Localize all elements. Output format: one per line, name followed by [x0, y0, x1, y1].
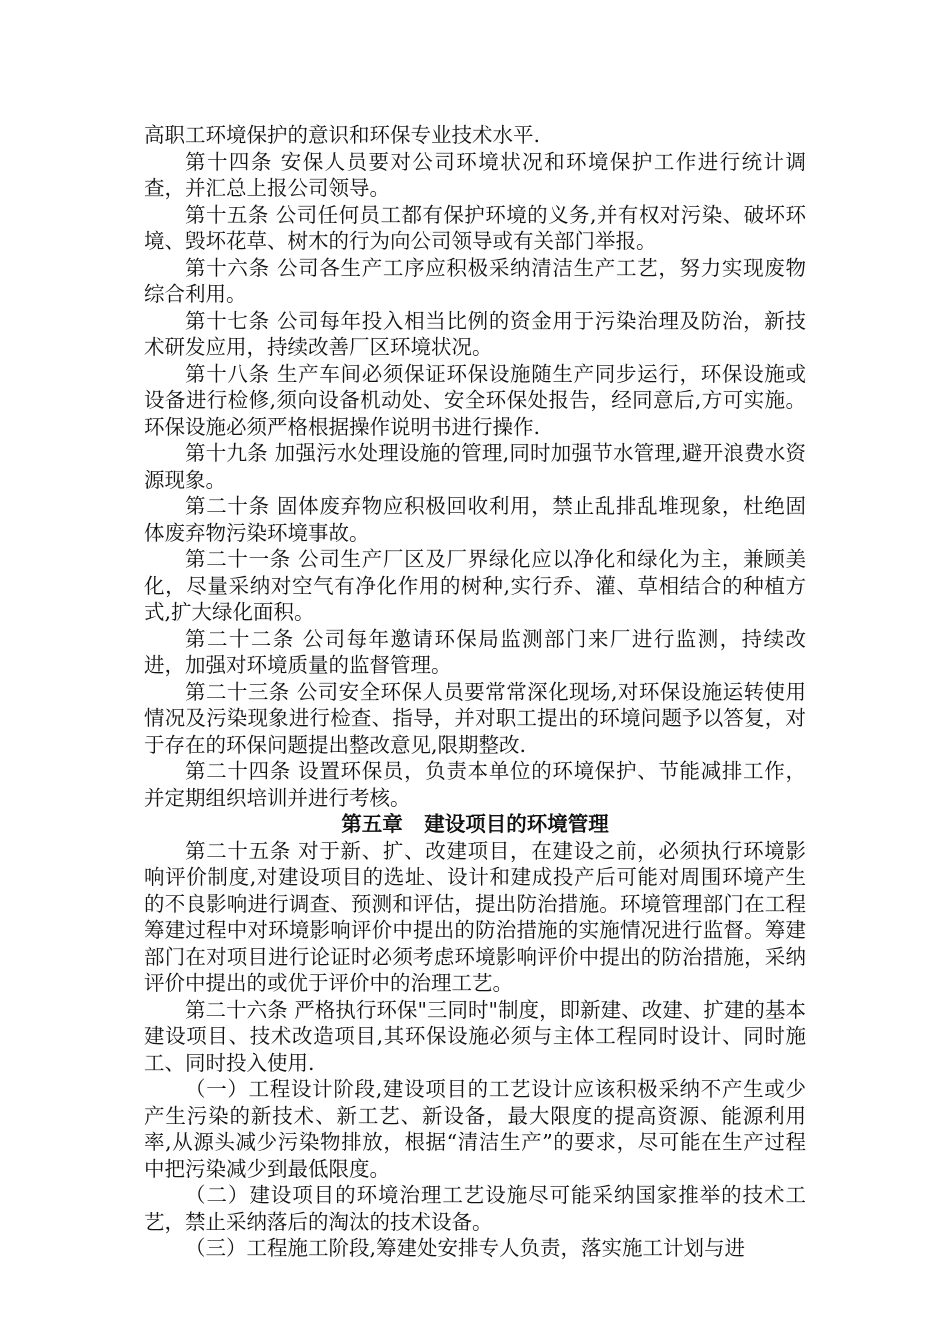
chapter-heading: 第五章 建设项目的环境管理 — [341, 812, 609, 836]
paragraph-continuation: 高职工环境保护的意识和环保专业技术水平. — [144, 123, 541, 147]
clause-1: （一）工程设计阶段,建设项目的工艺设计应该积极采纳不产生或少产生污染的新技术、新工艺、新设备，最大限度的提高资源、能源利用率,从源头减少污染物排放，根据“清洁生产”的要求，尽可能在生产过程中把污染减少到最低限度。 — [144, 1077, 806, 1181]
article-14: 第十四条 安保人员要对公司环境状况和环境保护工作进行统计调查，并汇总上报公司领导。 — [144, 149, 806, 200]
article-22: 第二十二条 公司每年邀请环保局监测部门来厂进行监测，持续改进，加强对环境质量的监督管理。 — [144, 626, 806, 677]
article-17: 第十七条 公司每年投入相当比例的资金用于污染治理及防治，新技术研发应用，持续改善厂区环境状况。 — [144, 308, 806, 359]
article-18: 第十八条 生产车间必须保证环保设施随生产同步运行，环保设施或设备进行检修,须向设备机动处、安全环保处报告，经同意后,方可实施。环保设施必须严格根据操作说明书进行操作. — [144, 361, 806, 439]
article-20: 第二十条 固体废弃物应积极回收利用，禁止乱排乱堆现象，杜绝固体废弃物污染环境事故。 — [144, 494, 806, 545]
article-15: 第十五条 公司任何员工都有保护环境的义务,并有权对污染、破坏环境、毁坏花草、树木的行为向公司领导或有关部门举报。 — [144, 202, 806, 253]
article-25: 第二十五条 对于新、扩、改建项目，在建设之前，必须执行环境影响评价制度,对建设项目的选址、设计和建成投产后可能对周围环境产生的不良影响进行调查、预测和评估，提出防治措施。环境管理部门在工程筹建过程中对环境影响评价中提出的防治措施的实施情况进行监督。筹建部门在对项目进行论证时必须考虑环境影响评价中提出的防治措施，采纳评价中提出的或优于评价中的治理工艺。 — [144, 838, 806, 995]
clause-3: （三）工程施工阶段,筹建处安排专人负责，落实施工计划与进 — [185, 1236, 746, 1260]
article-23: 第二十三条 公司安全环保人员要常常深化现场,对环保设施运转使用情况及污染现象进行检查、指导，并对职工提出的环境问题予以答复，对于存在的环保问题提出整改意见,限期整改. — [144, 679, 806, 757]
article-19: 第十九条 加强污水处理设施的管理,同时加强节水管理,避开浪费水资源现象。 — [144, 441, 806, 492]
clause-2: （二）建设项目的环境治理工艺设施尽可能采纳国家推举的技术工艺，禁止采纳落后的淘汰的技术设备。 — [144, 1183, 806, 1234]
document-page — [144, 122, 806, 1262]
article-26: 第二十六条 严格执行环保"三同时"制度，即新建、改建、扩建的基本建设项目、技术改造项目,其环保设施必须与主体工程同时设计、同时施工、同时投入使用. — [144, 997, 806, 1075]
article-21: 第二十一条 公司生产厂区及厂界绿化应以净化和绿化为主，兼顾美化，尽量采纳对空气有净化作用的树种,实行乔、灌、草相结合的种植方式,扩大绿化面积。 — [144, 547, 806, 624]
article-24: 第二十四条 设置环保员，负责本单位的环境保护、节能减排工作，并定期组织培训并进行考核。 — [144, 759, 806, 810]
article-16: 第十六条 公司各生产工序应积极采纳清洁生产工艺，努力实现废物综合利用。 — [144, 255, 806, 306]
